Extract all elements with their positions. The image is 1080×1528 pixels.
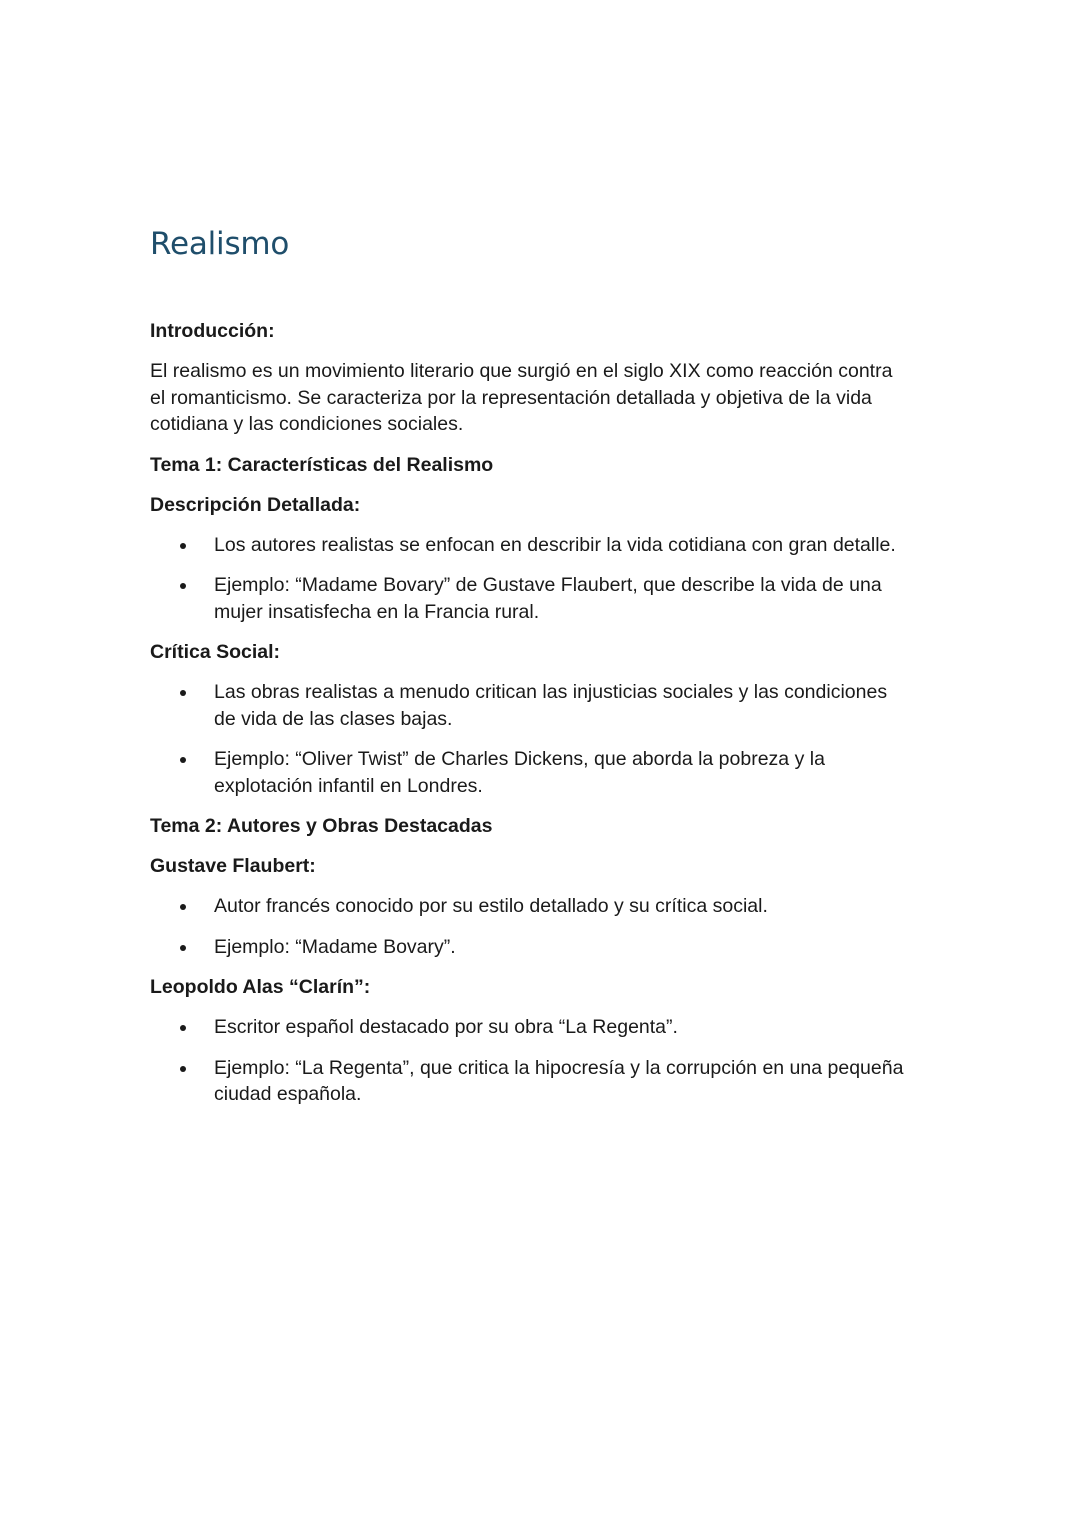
page-title: Realismo: [150, 226, 290, 262]
critica-heading: Crítica Social:: [150, 641, 281, 663]
bullet-icon: [180, 945, 186, 951]
descripcion-list: [150, 532, 910, 626]
list-item-text: Ejemplo: “La Regenta”, que critica la hipocresía y la corrupción en una pequeña ciudad española.: [214, 1056, 904, 1105]
clarin-heading: Leopoldo Alas “Clarín”:: [150, 976, 371, 998]
list-item: [150, 679, 910, 732]
list-item: [150, 532, 910, 559]
bullet-icon: [180, 690, 186, 696]
document-content: [150, 222, 910, 1122]
list-item: [150, 746, 910, 799]
intro-heading: Introducción:: [150, 320, 275, 342]
tema2-heading: Tema 2: Autores y Obras Destacadas: [150, 815, 493, 837]
tema1-heading: Tema 1: Características del Realismo: [150, 453, 494, 476]
list-item-text: Escritor español destacado por su obra “La Regenta”.: [214, 1016, 678, 1038]
list-item-text: Los autores realistas se enfocan en describir la vida cotidiana con gran detalle.: [214, 533, 896, 556]
bullet-icon: [180, 583, 186, 589]
list-item-text: Ejemplo: “Oliver Twist” de Charles Dickens, que aborda la pobreza y la explotación infantil en Londres.: [214, 748, 825, 797]
list-item-text: Las obras realistas a menudo critican las injusticias sociales y las condiciones de vida de las clases bajas.: [214, 681, 888, 730]
list-item: [150, 893, 910, 920]
bullet-icon: [180, 543, 186, 549]
flaubert-list: [150, 893, 910, 960]
list-item: [150, 934, 910, 961]
list-item-text: Autor francés conocido por su estilo detallado y su crítica social.: [214, 895, 768, 917]
flaubert-heading: Gustave Flaubert:: [150, 855, 316, 877]
critica-list: [150, 679, 910, 799]
clarin-list: [150, 1014, 910, 1108]
intro-paragraph: El realismo es un movimiento literario que surgió en el siglo XIX como reacción contra el romanticismo. Se caracteriza por la representación detallada y objetiva de la vida cotidiana y las condiciones sociales.: [150, 360, 893, 435]
bullet-icon: [180, 1025, 186, 1031]
descripcion-heading: Descripción Detallada:: [150, 493, 361, 516]
list-item-text: Ejemplo: “Madame Bovary”.: [214, 935, 456, 958]
list-item: [150, 572, 910, 625]
bullet-icon: [180, 904, 186, 910]
list-item: [150, 1014, 910, 1041]
bullet-icon: [180, 757, 186, 763]
bullet-icon: [180, 1066, 186, 1072]
list-item-text: Ejemplo: “Madame Bovary” de Gustave Flaubert, que describe la vida de una mujer insatisfecha en la Francia rural.: [214, 574, 882, 623]
list-item: [150, 1055, 910, 1108]
